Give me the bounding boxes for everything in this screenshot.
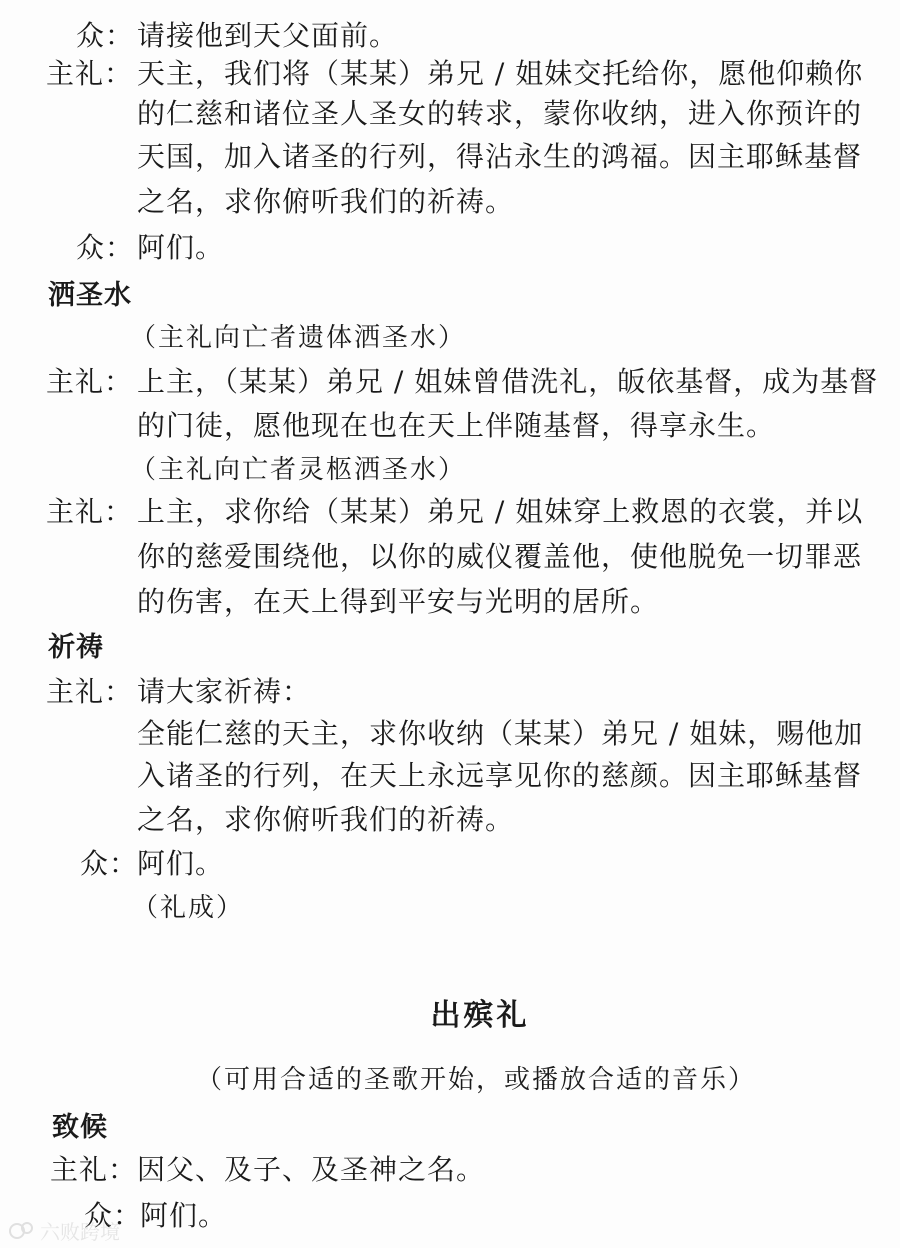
- speaker-label: 主礼：: [46, 57, 134, 90]
- speaker-label: 众：: [76, 19, 135, 52]
- section-heading-holy-water: 洒圣水: [48, 280, 132, 311]
- watermark-text: 六败跨境: [40, 1220, 120, 1244]
- line-text: 阿们。: [140, 1199, 228, 1232]
- line-text: 请大家祈祷：: [137, 675, 312, 708]
- line-text: 入诸圣的行列，在天上永远享见你的慈颜。因主耶稣基督: [137, 759, 863, 792]
- section-heading-greeting: 致候: [52, 1112, 108, 1143]
- speaker-label: 主礼：: [50, 1153, 138, 1186]
- speaker-label: 主礼：: [46, 495, 134, 528]
- line-text: 阿们。: [137, 847, 225, 880]
- section-title-funeral: 出殡礼: [430, 998, 530, 1033]
- line-text: 上主，（某某）弟兄 / 姐妹曾借洗礼，皈依基督，成为基督: [137, 365, 879, 398]
- speaker-label: 众：: [76, 231, 135, 264]
- line-text: 天主，我们将（某某）弟兄 / 姐妹交托给你，愿他仰赖你: [137, 57, 864, 90]
- line-text: 阿们。: [137, 231, 225, 264]
- rubric: （主礼向亡者灵柩洒圣水）: [130, 455, 467, 485]
- line-text: 你的慈爱围绕他，以你的威仪覆盖他，使他脱免一切罪恶: [137, 540, 863, 573]
- line-text: 的伤害，在天上得到平安与光明的居所。: [137, 585, 660, 618]
- rubric: （主礼向亡者遗体洒圣水）: [130, 323, 467, 353]
- line-text: 因父、及子、及圣神之名。: [137, 1153, 486, 1186]
- speaker-label: 主礼：: [46, 365, 134, 398]
- line-text: 之名，求你俯听我们的祈祷。: [137, 185, 515, 218]
- speaker-label: 主礼：: [46, 675, 134, 708]
- line-text: 请接他到天父面前。: [137, 19, 399, 52]
- watermark: [8, 1216, 120, 1245]
- line-text: 天国，加入诸圣的行列，得沾永生的鸿福。因主耶稣基督: [137, 140, 863, 173]
- rubric-closing: （礼成）: [132, 893, 245, 923]
- line-text: 上主，求你给（某某）弟兄 / 姐妹穿上救恩的衣裳，并以: [137, 495, 864, 528]
- line-text: 的仁慈和诸位圣人圣女的转求，蒙你收纳，进入你预许的: [137, 97, 863, 130]
- line-text: 的门徒，愿他现在也在天上伴随基督，得享永生。: [137, 409, 776, 442]
- line-text: 全能仁慈的天主，求你收纳（某某）弟兄 / 姐妹，赐他加: [137, 717, 864, 750]
- line-text: 之名，求你俯听我们的祈祷。: [137, 803, 515, 836]
- watermark-logo-icon: [8, 1220, 36, 1242]
- speaker-label: 众：: [84, 1199, 143, 1232]
- speaker-label: 众：: [80, 847, 139, 880]
- rubric: （可用合适的圣歌开始，或播放合适的音乐）: [196, 1065, 757, 1095]
- section-heading-prayer: 祈祷: [48, 632, 104, 663]
